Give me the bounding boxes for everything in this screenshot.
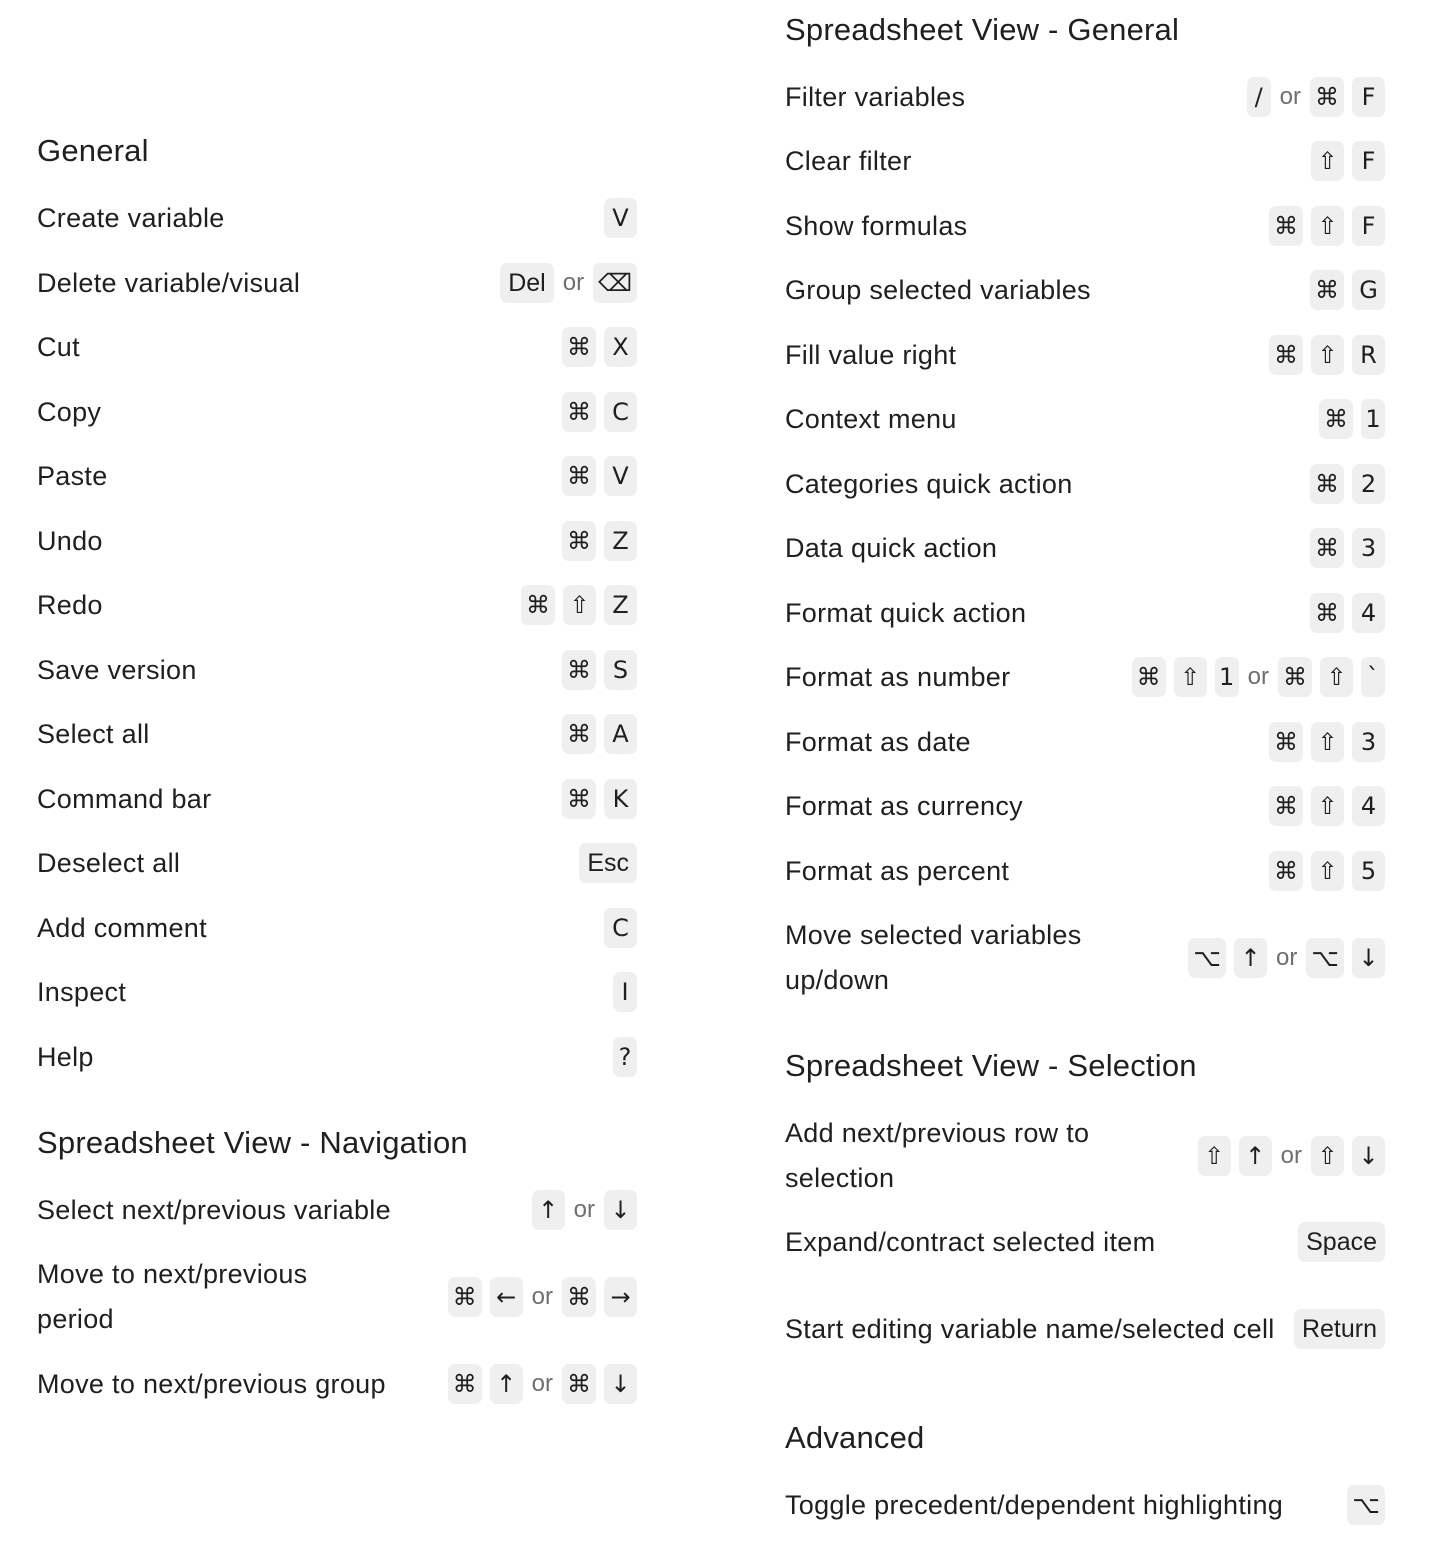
shortcut-row	[37, 325, 637, 370]
shortcut-keys	[562, 392, 637, 432]
shift-key: ⇧	[1311, 786, 1344, 826]
shortcut-row	[37, 196, 637, 241]
shortcut-keys	[562, 456, 637, 496]
shortcut-label: Add next/previous row to selection	[785, 1118, 1090, 1193]
section-title-general: General	[37, 133, 149, 168]
shortcut-row	[785, 333, 1385, 378]
key-esc: Esc	[579, 843, 637, 883]
shortcut-keys	[1269, 206, 1385, 246]
shortcut-keys	[562, 779, 637, 819]
key-s: S	[604, 650, 637, 690]
shortcut-label: Move to next/previous group	[37, 1368, 386, 1399]
question-key: ?	[613, 1037, 637, 1077]
shortcut-label: Filter variables	[785, 81, 966, 112]
command-key: ⌘	[1269, 206, 1303, 246]
command-key: ⌘	[562, 650, 596, 690]
command-key: ⌘	[1269, 722, 1303, 762]
shortcut-row	[785, 913, 1385, 1003]
shortcut-row	[37, 1188, 637, 1233]
or-separator: or	[531, 1283, 553, 1310]
shortcut-keys	[1269, 335, 1385, 375]
command-key: ⌘	[448, 1277, 482, 1317]
command-key: ⌘	[1310, 528, 1344, 568]
command-key: ⌘	[562, 521, 596, 561]
shortcut-row	[785, 720, 1385, 765]
section-title-sheet-general: Spreadsheet View - General	[785, 12, 1180, 47]
shift-key: ⇧	[1311, 141, 1344, 181]
shortcut-label: Format as currency	[785, 790, 1023, 821]
shortcut-row	[37, 648, 637, 693]
shift-key: ⇧	[1311, 851, 1344, 891]
command-key: ⌘	[521, 585, 555, 625]
key-2: 2	[1352, 464, 1385, 504]
key-3: 3	[1352, 722, 1385, 762]
shortcut-row	[785, 139, 1385, 184]
command-key: ⌘	[562, 714, 596, 754]
shortcut-row	[785, 1483, 1385, 1528]
shortcut-label: Add comment	[37, 912, 207, 943]
shift-key: ⇧	[1311, 206, 1344, 246]
or-separator: or	[1247, 663, 1269, 690]
key-f: F	[1352, 206, 1385, 246]
shortcut-keys	[613, 1037, 637, 1077]
command-key: ⌘	[1310, 593, 1344, 633]
shortcut-keys	[1319, 399, 1385, 439]
shortcut-label: Group selected variables	[785, 274, 1091, 305]
shortcut-label: Format as date	[785, 726, 971, 757]
shortcut-label: Categories quick action	[785, 468, 1073, 499]
shortcut-keys	[604, 908, 637, 948]
shortcut-label: Move selected variables up/down	[785, 920, 1082, 995]
shortcut-label: Format quick action	[785, 597, 1027, 628]
shortcut-label: Undo	[37, 525, 103, 556]
shortcut-keys	[1294, 1309, 1385, 1349]
shortcut-label: Toggle precedent/dependent highlighting	[785, 1489, 1284, 1520]
shortcut-label: Select next/previous variable	[37, 1194, 391, 1225]
shortcut-keys	[521, 585, 637, 625]
shortcut-label: Deselect all	[37, 847, 181, 878]
shortcut-row	[37, 1035, 637, 1080]
command-key: ⌘	[448, 1364, 482, 1404]
arrow-down-key: ↓	[604, 1190, 637, 1230]
shortcut-keys	[1269, 851, 1385, 891]
shortcut-row	[37, 970, 637, 1015]
key-z: Z	[604, 521, 637, 561]
shift-key: ⇧	[1311, 1136, 1344, 1176]
key-f: F	[1352, 141, 1385, 181]
key-v: V	[604, 198, 637, 238]
shortcut-row	[785, 849, 1385, 894]
shortcut-row	[785, 591, 1385, 636]
shortcut-keys	[1269, 722, 1385, 762]
shortcut-label: Select all	[37, 718, 150, 749]
shortcut-row	[37, 261, 637, 306]
command-key: ⌘	[1319, 399, 1353, 439]
shortcut-row	[37, 583, 637, 628]
shortcut-keys	[1310, 270, 1385, 310]
arrow-left-key: ←	[490, 1277, 523, 1317]
option-key: ⌥	[1347, 1485, 1385, 1525]
shortcut-row	[37, 712, 637, 757]
shortcut-keys	[562, 521, 637, 561]
shortcut-label: Expand/contract selected item	[785, 1226, 1156, 1257]
shortcut-row	[785, 75, 1385, 120]
key-1: 1	[1215, 657, 1239, 697]
shortcut-keys	[1311, 141, 1385, 181]
section-title-advanced: Advanced	[785, 1420, 925, 1455]
shortcut-keys	[1132, 657, 1385, 697]
key-f: F	[1352, 77, 1385, 117]
shortcut-keys	[1347, 1485, 1385, 1525]
shortcut-label: Data quick action	[785, 532, 998, 563]
shortcut-keys	[448, 1277, 637, 1317]
shortcut-row	[37, 841, 637, 886]
key-4: 4	[1352, 786, 1385, 826]
shift-key: ⇧	[1311, 335, 1344, 375]
shortcut-keys	[448, 1364, 637, 1404]
shortcut-keys	[532, 1190, 637, 1230]
command-key: ⌘	[1269, 335, 1303, 375]
key-c: C	[604, 908, 637, 948]
command-key: ⌘	[562, 392, 596, 432]
shortcut-label: Inspect	[37, 976, 127, 1007]
key-del: Del	[500, 263, 554, 303]
option-key: ⌥	[1188, 938, 1226, 978]
shift-key: ⇧	[1320, 657, 1353, 697]
shortcut-label: Redo	[37, 589, 103, 620]
shortcut-keys	[1310, 528, 1385, 568]
shortcut-label: Show formulas	[785, 210, 968, 241]
arrow-up-key: ↑	[532, 1190, 565, 1230]
shortcut-row	[785, 462, 1385, 507]
shortcut-label: Cut	[37, 331, 80, 362]
key-r: R	[1352, 335, 1385, 375]
key-i: I	[613, 972, 637, 1012]
shortcut-row	[785, 268, 1385, 313]
shortcut-label: Start editing variable name/selected cell	[785, 1313, 1275, 1344]
shortcut-keys	[1247, 77, 1385, 117]
shortcut-keys	[604, 198, 637, 238]
shortcut-label: Fill value right	[785, 339, 957, 370]
command-key: ⌘	[562, 456, 596, 496]
shortcut-keys	[1198, 1136, 1385, 1176]
shortcut-row	[785, 1111, 1385, 1201]
or-separator: or	[562, 269, 585, 296]
key-space: Space	[1298, 1222, 1385, 1262]
shortcut-row	[37, 1252, 637, 1342]
shortcut-row	[785, 397, 1385, 442]
shortcut-keys	[1310, 464, 1385, 504]
command-key: ⌘	[1278, 657, 1312, 697]
key-4: 4	[1352, 593, 1385, 633]
key-g: G	[1352, 270, 1385, 310]
key-v: V	[604, 456, 637, 496]
key-return: Return	[1294, 1309, 1385, 1349]
shortcut-keys	[1269, 786, 1385, 826]
shortcut-row	[37, 519, 637, 564]
shift-key: ⇧	[563, 585, 596, 625]
command-key: ⌘	[1132, 657, 1166, 697]
shortcut-row	[785, 784, 1385, 829]
or-separator: or	[531, 1370, 553, 1397]
or-separator: or	[1276, 944, 1298, 971]
shift-key: ⇧	[1198, 1136, 1231, 1176]
arrow-up-key: ↑	[490, 1364, 523, 1404]
shortcut-row	[785, 655, 1385, 700]
command-key: ⌘	[562, 779, 596, 819]
shortcut-row	[785, 1284, 1385, 1374]
section-title-navigation: Spreadsheet View - Navigation	[37, 1125, 468, 1160]
shortcut-label: Move to next/previous period	[37, 1259, 308, 1334]
shortcut-row	[785, 526, 1385, 571]
backtick-key: `	[1361, 657, 1385, 697]
shortcut-row	[37, 777, 637, 822]
or-separator: or	[573, 1196, 595, 1223]
key-1: 1	[1361, 399, 1385, 439]
command-key: ⌘	[562, 327, 596, 367]
arrow-down-key: ↓	[604, 1364, 637, 1404]
shortcut-keys	[1188, 938, 1385, 978]
shortcut-keys	[1298, 1222, 1385, 1262]
key-5: 5	[1352, 851, 1385, 891]
shortcut-keys	[613, 972, 637, 1012]
arrow-right-key: →	[604, 1277, 637, 1317]
command-key: ⌘	[1310, 270, 1344, 310]
arrow-down-key: ↓	[1352, 1136, 1385, 1176]
option-key: ⌥	[1306, 938, 1344, 978]
slash-key: /	[1247, 77, 1271, 117]
shortcut-row	[37, 454, 637, 499]
arrow-down-key: ↓	[1352, 938, 1385, 978]
shortcut-keys	[500, 263, 637, 303]
shortcut-row	[37, 1362, 637, 1407]
shortcut-row	[37, 390, 637, 435]
command-key: ⌘	[1269, 851, 1303, 891]
shortcut-label: Format as number	[785, 661, 1011, 692]
shortcut-label: Help	[37, 1041, 94, 1072]
shortcut-row	[785, 1220, 1385, 1265]
shortcut-label: Copy	[37, 396, 102, 427]
key-x: X	[604, 327, 637, 367]
shortcut-row	[37, 906, 637, 951]
shortcut-label: Context menu	[785, 403, 957, 434]
shortcut-label: Create variable	[37, 202, 225, 233]
shortcut-row	[785, 204, 1385, 249]
shortcut-label: Clear filter	[785, 145, 912, 176]
shift-key: ⇧	[1174, 657, 1207, 697]
backspace-key: ⌫	[593, 263, 637, 303]
shortcut-label: Save version	[37, 654, 197, 685]
shortcut-keys	[562, 650, 637, 690]
shortcut-keys	[562, 327, 637, 367]
command-key: ⌘	[562, 1364, 596, 1404]
shortcut-keys	[579, 843, 637, 883]
command-key: ⌘	[1310, 464, 1344, 504]
or-separator: or	[1279, 83, 1301, 110]
key-c: C	[604, 392, 637, 432]
command-key: ⌘	[1269, 786, 1303, 826]
key-k: K	[604, 779, 637, 819]
shortcut-label: Format as percent	[785, 855, 1010, 886]
shortcut-keys	[562, 714, 637, 754]
key-3: 3	[1352, 528, 1385, 568]
or-separator: or	[1280, 1142, 1302, 1169]
shortcut-keys	[1310, 593, 1385, 633]
section-title-selection: Spreadsheet View - Selection	[785, 1048, 1197, 1083]
arrow-up-key: ↑	[1239, 1136, 1272, 1176]
shortcut-label: Command bar	[37, 783, 212, 814]
key-z: Z	[604, 585, 637, 625]
key-a: A	[604, 714, 637, 754]
shortcut-label: Delete variable/visual	[37, 267, 301, 298]
command-key: ⌘	[1310, 77, 1344, 117]
arrow-up-key: ↑	[1234, 938, 1267, 978]
shift-key: ⇧	[1311, 722, 1344, 762]
shortcut-label: Paste	[37, 460, 108, 491]
command-key: ⌘	[562, 1277, 596, 1317]
